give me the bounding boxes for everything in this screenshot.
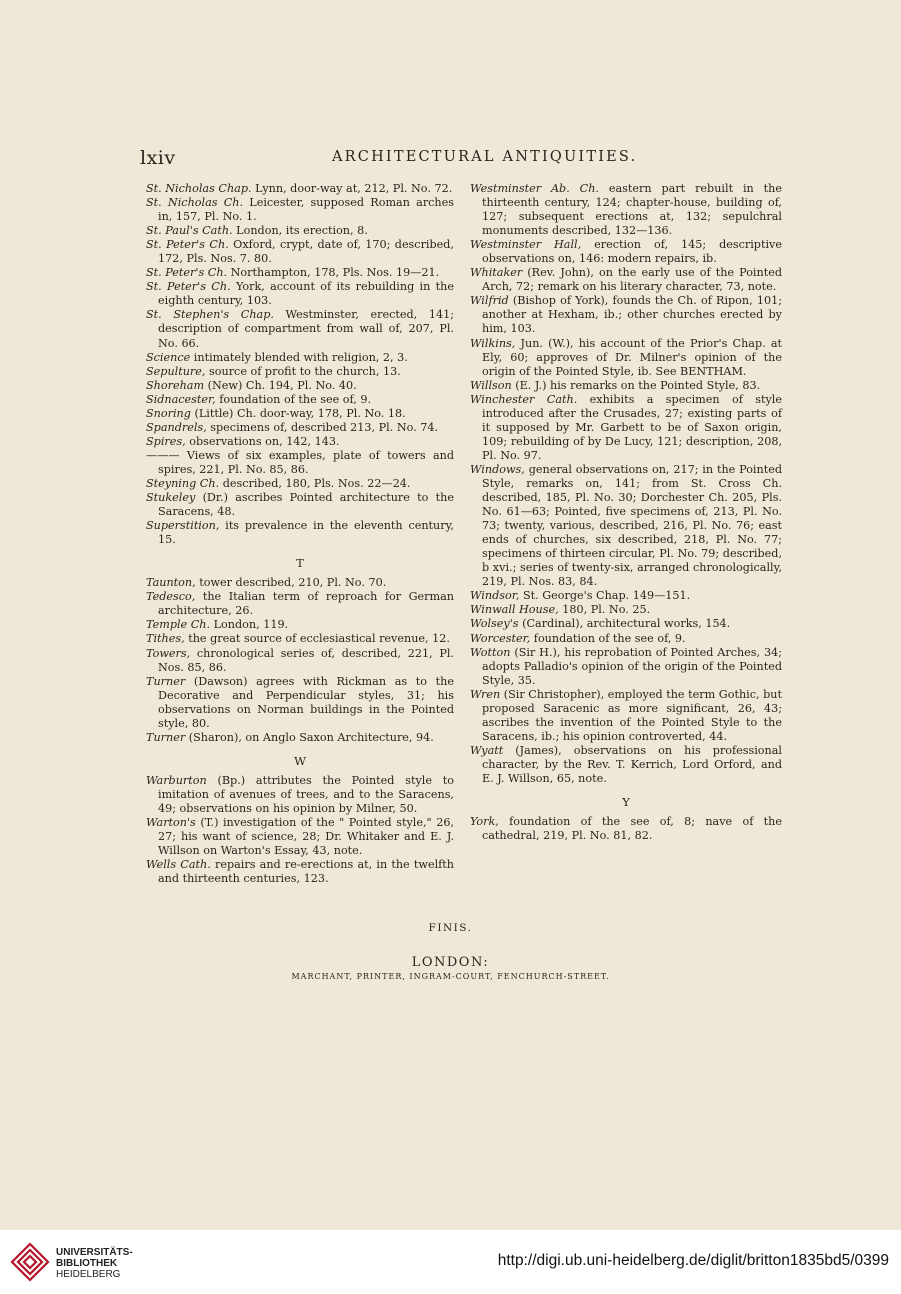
index-headword: Shoreham xyxy=(146,378,205,392)
index-reference: (Rev. John), on the early use of the Pointed Arch, 72; remark on his literary character, 73, note. xyxy=(482,266,782,294)
index-reference: London, 119. xyxy=(210,618,289,632)
index-reference: (Little) Ch. door-way, 178, Pl. No. 18. xyxy=(190,406,406,420)
index-entry xyxy=(146,675,454,731)
index-reference: (Sir Christopher), employed the term Gothic, but proposed Saracenic as more significant, 26, 43; ascribes the invention of the Pointed Style to the Saracens, ib.; his opinion controverted, 44. xyxy=(482,687,782,743)
index-reference: tower described, 210, Pl. No. 70. xyxy=(195,576,387,590)
viewer-footer xyxy=(0,1230,901,1294)
index-headword: St. Peter's Ch. xyxy=(146,280,231,294)
index-entry xyxy=(146,477,454,491)
index-reference: foundation of the see of, 8; nave of the cathedral, 219, Pl. No. 81, 82. xyxy=(482,815,782,843)
index-reference: Northampton, 178, Pls. Nos. 19—21. xyxy=(227,266,440,280)
index-entry xyxy=(470,379,782,393)
heidelberg-library-logo-icon[interactable] xyxy=(8,1240,52,1284)
section-letter-t: T xyxy=(296,556,304,571)
index-reference: specimens of, described 213, Pl. No. 74. xyxy=(206,420,439,434)
index-headword: Towers, xyxy=(146,646,191,660)
index-entry xyxy=(146,407,454,421)
index-entry xyxy=(146,224,454,238)
index-entry xyxy=(146,491,454,519)
index-headword: Windsor, xyxy=(470,589,520,603)
library-name-line2: BIBLIOTHEK xyxy=(56,1258,118,1269)
index-entry xyxy=(470,603,782,617)
index-entry xyxy=(146,351,454,365)
index-headword: Science xyxy=(146,350,191,364)
index-headword: St. Peter's Ch. xyxy=(146,238,229,252)
index-reference: described, 180, Pls. Nos. 22—24. xyxy=(219,476,411,490)
index-headword: Steyning Ch. xyxy=(146,476,220,490)
index-reference: (Sharon), on Anglo Saxon Architecture, 94. xyxy=(185,730,434,744)
index-headword: St. Peter's Ch. xyxy=(146,266,228,280)
index-reference: general observations on, 217; in the Pointed Style, remarks on, 141; from St. Cross Ch. described, 185, Pl. No. 30; Dorchester Ch. 205, Pls. No. 61—63; Pointed, five specimens of, 213, Pl. No. 73; twenty, various, described, 216, Pl. No. 76; east ends of churches, six described, 218, Pl. No. 77; specimens of thirteen circular, Pl. No. 79; described, b xvi.; series of twenty-six, arranged chronologically, 219, Pl. Nos. 83, 84. xyxy=(482,462,782,589)
index-headword: Tedesco, xyxy=(146,590,196,604)
index-entry xyxy=(146,449,454,477)
index-entry xyxy=(470,337,782,379)
index-entry xyxy=(146,280,454,308)
index-headword: Wells Cath. xyxy=(146,858,211,872)
index-headword: ——— xyxy=(146,448,180,462)
index-headword: Westminster Ab. Ch. xyxy=(470,182,599,195)
index-headword: Superstition, xyxy=(146,519,220,533)
index-reference: repairs and re-erections at, in the twelfth and thirteenth centuries, 123. xyxy=(158,858,454,886)
index-reference: Leicester, supposed Roman arches in, 157, Pl. No. 1. xyxy=(158,196,454,224)
index-reference: Westminster, erected, 141; description of compartment from wall of, 207, Pl. No. 66. xyxy=(158,308,454,350)
page-number: lxiv xyxy=(140,147,176,169)
index-entry xyxy=(146,308,454,350)
index-headword: Wyatt xyxy=(470,743,504,757)
index-headword: Sidnacester, xyxy=(146,392,216,406)
index-reference: (T.) investigation of the " Pointed style," 26, 27; his want of science, 28; Dr. Whitaker and E. J. Willson on Warton's Essay, 43, note. xyxy=(158,816,454,858)
index-headword: York, xyxy=(470,815,499,829)
index-group-w-right xyxy=(470,182,782,786)
index-entry xyxy=(470,182,782,238)
index-headword: Wolsey's xyxy=(470,617,519,631)
index-reference: (Bp.) attributes the Pointed style to imitation of avenues of trees, and to the Saracens, 49; observations on his opinion by Milner, 50. xyxy=(158,773,454,815)
index-entry xyxy=(470,688,782,744)
index-headword: Wren xyxy=(470,687,501,701)
index-column-right xyxy=(470,182,782,843)
index-reference: observations on, 142, 143. xyxy=(185,434,340,448)
index-entry xyxy=(146,774,454,816)
index-headword: Warburton xyxy=(146,773,207,787)
index-headword: Whitaker xyxy=(470,266,523,280)
index-reference: York, account of its rebuilding in the eighth century, 103. xyxy=(158,280,454,308)
section-letter-w: W xyxy=(294,753,306,768)
index-entry xyxy=(146,266,454,280)
index-reference: (James), observations on his professional character, by the Rev. T. Kerrich, Lord Orford, and E. J. Willson, 65, note. xyxy=(482,743,782,785)
index-headword: Sepulture, xyxy=(146,364,206,378)
index-reference: St. George's Chap. 149—151. xyxy=(519,589,691,603)
index-entry xyxy=(146,365,454,379)
index-entry xyxy=(470,463,782,589)
index-reference: chronological series of, described, 221, Pl. Nos. 85, 86. xyxy=(158,646,454,674)
index-headword: Winchester Cath. xyxy=(470,392,578,406)
library-name-line3: HEIDELBERG xyxy=(56,1269,121,1280)
index-reference: 180, Pl. No. 25. xyxy=(558,603,651,617)
imprint-city: LONDON: xyxy=(411,955,490,970)
library-name[interactable] xyxy=(56,1247,133,1280)
index-reference: intimately blended with religion, 2, 3. xyxy=(190,350,408,364)
index-entry xyxy=(470,815,782,843)
index-entry xyxy=(470,589,782,603)
index-entry xyxy=(470,266,782,294)
index-reference: foundation of the see of, 9. xyxy=(530,631,686,645)
index-reference: the great source of ecclesiastical revenue, 12. xyxy=(184,632,450,646)
index-reference: (Dawson) agrees with Rickman as to the Decorative and Perpendicular styles, 31; his observations on Norman buildings in the Pointed style, 80. xyxy=(158,674,454,730)
index-entry xyxy=(146,816,454,858)
index-reference: (Dr.) ascribes Pointed architecture to the Saracens, 48. xyxy=(158,491,454,519)
index-entry xyxy=(146,238,454,266)
index-reference: the Italian term of reproach for German architecture, 26. xyxy=(158,590,454,618)
index-entry xyxy=(146,519,454,547)
index-headword: Worcester, xyxy=(470,631,531,645)
permalink-url[interactable]: http://digi.ub.uni-heidelberg.de/diglit/britton1835bd5/0399 xyxy=(497,1252,889,1269)
index-column-left xyxy=(146,182,454,886)
index-reference: Lynn, door-way at, 212, Pl. No. 72. xyxy=(251,182,453,195)
index-entry xyxy=(146,647,454,675)
index-headword: Spandrels, xyxy=(146,420,207,434)
index-headword: Westminster Hall, xyxy=(470,238,582,252)
running-head: ARCHITECTURAL ANTIQUITIES. xyxy=(332,149,638,165)
finis-label: FINIS. xyxy=(428,922,473,934)
index-group-t xyxy=(146,576,454,745)
index-headword: Stukeley xyxy=(146,491,196,505)
index-reference: Jun. (W.), his account of the Prior's Chap. at Ely, 60; approves of Dr. Milner's opinion of the origin of the Pointed Style, ib. See BENTHAM. xyxy=(482,336,782,378)
section-letter-y: Y xyxy=(622,795,630,810)
index-entry xyxy=(146,731,454,745)
index-reference: (New) Ch. 194, Pl. No. 40. xyxy=(204,378,357,392)
index-entry xyxy=(146,421,454,435)
index-reference: (Bishop of York), founds the Ch. of Ripon, 101; another at Hexham, ib.; other churches erected by him, 103. xyxy=(482,294,782,336)
index-entry xyxy=(146,618,454,632)
index-entry xyxy=(146,858,454,886)
index-reference: foundation of the see of, 9. xyxy=(215,392,372,406)
index-reference: Views of six examples, plate of towers and spires, 221, Pl. No. 85, 86. xyxy=(158,448,454,476)
index-entry xyxy=(146,182,454,196)
index-entry xyxy=(470,238,782,266)
index-reference: (Cardinal), architectural works, 154. xyxy=(518,617,731,631)
library-name-line1: UNIVERSITÄTS- xyxy=(56,1247,133,1258)
index-reference: (E. J.) his remarks on the Pointed Style, 83. xyxy=(511,378,761,392)
index-group-s xyxy=(146,182,454,547)
page-header xyxy=(140,147,790,169)
index-entry xyxy=(146,632,454,646)
imprint-printer: MARCHANT, PRINTER, INGRAM-COURT, FENCHURCH-STREET. xyxy=(291,972,610,981)
index-entry xyxy=(146,393,454,407)
index-entry xyxy=(146,576,454,590)
index-headword: Taunton, xyxy=(146,576,196,590)
index-reference: (Sir H.), his reprobation of Pointed Arches, 34; adopts Palladio's opinion of the origin of the Pointed Style, 35. xyxy=(482,645,782,687)
index-headword: Tithes, xyxy=(146,632,185,646)
index-reference: Oxford, crypt, date of, 170; described, 172, Pls. Nos. 7. 80. xyxy=(158,238,454,266)
index-headword: Turner xyxy=(146,674,186,688)
index-entry xyxy=(470,744,782,786)
index-reference: source of profit to the church, 13. xyxy=(205,364,401,378)
index-entry xyxy=(470,393,782,463)
index-reference: erection of, 145; descriptive observations on, 146: modern repairs, ib. xyxy=(482,238,782,266)
index-headword: Snoring xyxy=(146,406,191,420)
index-headword: Winwall House, xyxy=(470,603,559,617)
index-headword: St. Nicholas Chap. xyxy=(146,182,252,195)
index-headword: St. Nicholas Ch. xyxy=(146,196,244,210)
index-reference: London, its erection, 8. xyxy=(232,224,368,238)
index-entry xyxy=(470,294,782,336)
index-entry xyxy=(146,196,454,224)
index-entry xyxy=(146,590,454,618)
index-headword: Warton's xyxy=(146,816,196,830)
index-headword: Wotton xyxy=(470,645,511,659)
index-headword: Wilkins, xyxy=(470,336,516,350)
index-headword: Windows, xyxy=(470,462,525,476)
index-reference: eastern part rebuilt in the thirteenth century, 124; chapter-house, building of, 127; subsequent erections at, 132; sepulchral monuments described, 132—136. xyxy=(482,182,782,238)
index-reference: exhibits a specimen of style introduced after the Crusades, 27; existing parts of it supposed by Mr. Garbett to be of Saxon origin, 109; rebuilding of by De Lucy, 121; description, 208, Pl. No. 97. xyxy=(482,392,782,462)
index-entry xyxy=(146,435,454,449)
index-group-w-left xyxy=(146,774,454,886)
index-headword: Spires, xyxy=(146,434,186,448)
index-group-y xyxy=(470,815,782,843)
index-headword: St. Paul's Cath. xyxy=(146,224,233,238)
index-headword: Temple Ch. xyxy=(146,618,211,632)
index-headword: Willson xyxy=(470,378,512,392)
index-reference: its prevalence in the eleventh century, 15. xyxy=(158,519,454,547)
index-entry xyxy=(470,617,782,631)
index-headword: Turner xyxy=(146,730,186,744)
index-headword: Wilfrid xyxy=(470,294,509,308)
index-entry xyxy=(470,632,782,646)
index-entry xyxy=(146,379,454,393)
index-headword: St. Stephen's Chap. xyxy=(146,308,274,322)
index-entry xyxy=(470,646,782,688)
